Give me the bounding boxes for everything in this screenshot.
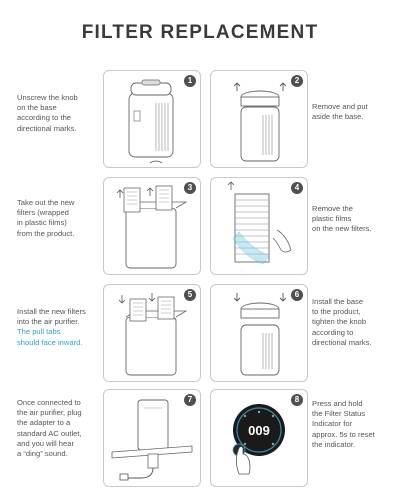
step-5-image bbox=[103, 284, 201, 382]
step-5-text: Install the new filters into the air purifier. The pull tabs should face inward. bbox=[17, 307, 86, 347]
step-6-text: Install the base to the product, tighten the knob according to directional marks. bbox=[312, 297, 372, 347]
step-1-text: Unscrew the knob on the base according to the directional marks. bbox=[17, 93, 78, 133]
step-number-badge: 2 bbox=[291, 75, 303, 87]
step-8-text: Press and hold the Filter Status Indicator for approx. 5s to reset the indicator. bbox=[312, 399, 375, 449]
step-number-badge: 4 bbox=[291, 182, 303, 194]
step-number-badge: 5 bbox=[184, 289, 196, 301]
step-3-image bbox=[103, 177, 201, 275]
step-7-text: Once connected to the air purifier, plug the adapter to a standard AC outlet, and you will hear a “ding” sound. bbox=[17, 398, 82, 459]
page-title: FILTER REPLACEMENT bbox=[81, 22, 319, 43]
step-1-image bbox=[103, 70, 201, 168]
step-number-badge: 8 bbox=[291, 394, 303, 406]
step-number-badge: 3 bbox=[184, 182, 196, 194]
step-number-badge: 7 bbox=[184, 394, 196, 406]
step-number-badge: 1 bbox=[184, 75, 196, 87]
display-readout: 009 bbox=[248, 423, 270, 438]
step-4-text: Remove the plastic films on the new filters. bbox=[312, 204, 372, 234]
step-number-badge: 6 bbox=[291, 289, 303, 301]
step-6-image bbox=[210, 284, 308, 382]
step-7-image bbox=[103, 389, 201, 487]
step-4-image bbox=[210, 177, 308, 275]
step-8-image bbox=[210, 389, 308, 487]
step-3-text: Take out the new filters (wrapped in plastic films) from the product. bbox=[17, 198, 75, 238]
step-2-text: Remove and put aside the base. bbox=[312, 102, 368, 122]
step-2-image bbox=[210, 70, 308, 168]
